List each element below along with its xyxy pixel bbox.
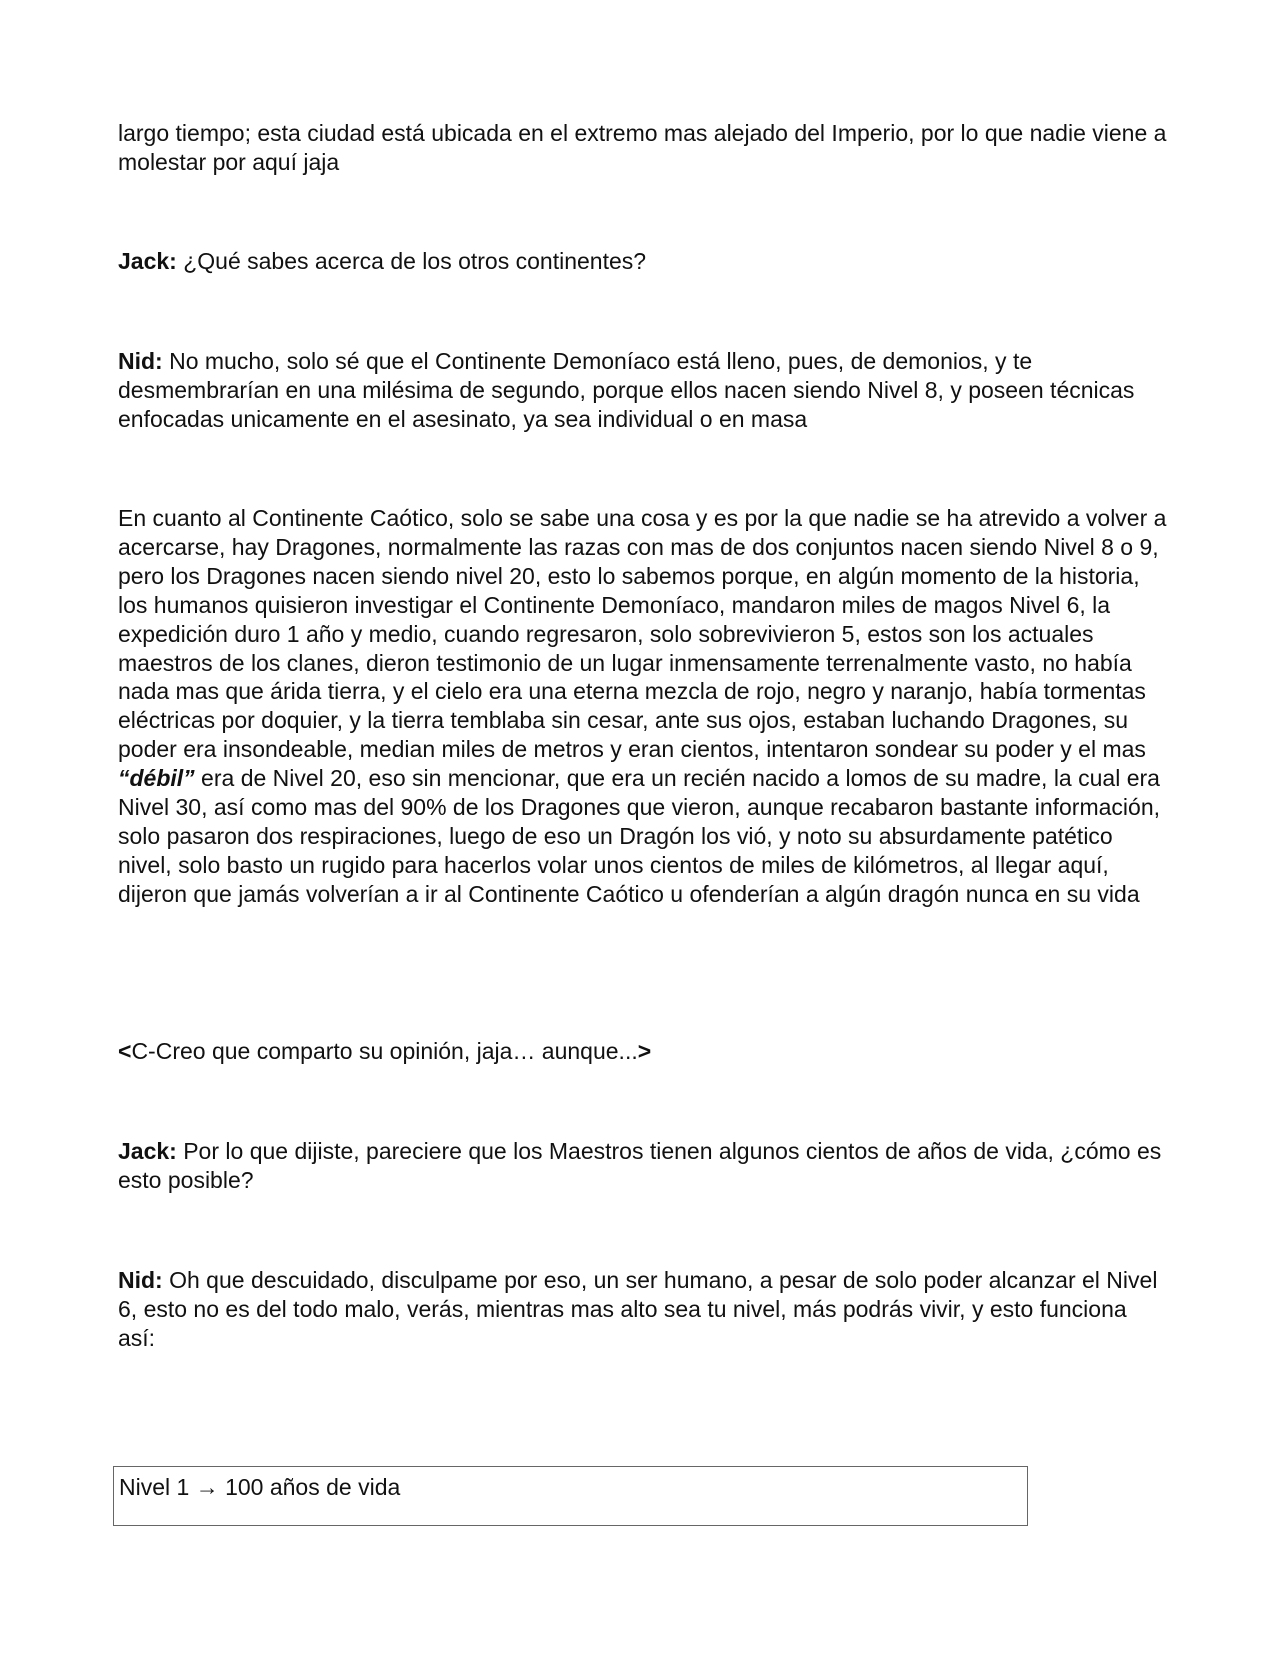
- thought-text: C-Creo que comparto su opinión, jaja… aunque...: [131, 1038, 638, 1064]
- level-table: [113, 1466, 1028, 1526]
- paragraph-jack-1: [118, 247, 1168, 276]
- paragraph-text-after: era de Nivel 20, eso sin mencionar, que era un recién nacido a lomos de su madre, la cual era Nivel 30, así como mas del 90% de los Dragones que vieron, aunque recabaron bastante información, solo pasaron dos respiraciones, luego de eso un Dragón los vió, y noto su absurdamente patético nivel, solo basto un rugido para hacerlos volar unos cientos de miles de kilómetros, al llegar aquí, dijeron que jamás volverían a ir al Continente Caótico u ofenderían a algún dragón nunca en su vida: [118, 765, 1160, 907]
- dialogue-text: No mucho, solo sé que el Continente Demoníaco está lleno, pues, de demonios, y te desmembrarían en una milésima de segundo, porque ellos nacen siendo Nivel 8, y poseen técnicas enfocadas unicamente en el asesinato, ya sea individual o en masa: [118, 348, 1135, 432]
- speaker-label: Jack:: [118, 1138, 177, 1164]
- dialogue-text: Oh que descuidado, disculpame por eso, un ser humano, a pesar de solo poder alcanzar el Nivel 6, esto no es del todo malo, verás, mientras mas alto sea tu nivel, más podrás vivir, y esto funciona así:: [118, 1267, 1158, 1351]
- table-cell-level-1: Nivel 1 → 100 años de vida: [119, 1474, 401, 1500]
- paragraph-narration-1: [118, 119, 1168, 177]
- speaker-label: Jack:: [118, 248, 177, 274]
- paragraph-jack-2: [118, 1137, 1168, 1195]
- paragraph-narration-2: [118, 504, 1168, 909]
- paragraph-thought: [118, 1037, 1168, 1066]
- paragraph-nid-2: [118, 1266, 1168, 1353]
- thought-open-bracket: <: [118, 1038, 132, 1064]
- dialogue-text: Por lo que dijiste, pareciere que los Maestros tienen algunos cientos de años de vida, ¿cómo es esto posible?: [118, 1138, 1162, 1193]
- speaker-label: Nid:: [118, 348, 163, 374]
- paragraph-nid-1: [118, 347, 1168, 434]
- paragraph-text-before: En cuanto al Continente Caótico, solo se sabe una cosa y es por la que nadie se ha atrevido a volver a acercarse, hay Dragones, normalmente las razas con mas de dos conjuntos nacen siendo Nivel 8 o 9, pero los Dragones nacen siendo nivel 20, esto lo sabemos porque, en algún momento de la historia, los humanos quisieron investigar el Continente Demoníaco, mandaron miles de magos Nivel 6, la expedición duro 1 año y medio, cuando regresaron, solo sobrevivieron 5, estos son los actuales maestros de los clanes, dieron testimonio de un lugar inmensamente terrenalmente vasto, no había nada mas que árida tierra, y el cielo era una eterna mezcla de rojo, negro y naranjo, había tormentas eléctricas por doquier, y la tierra temblaba sin cesar, ante sus ojos, estaban luchando Dragones, su poder era insondeable, median miles de metros y eran cientos, intentaron sondear su poder y el mas: [118, 505, 1167, 763]
- emphasis-text: “débil”: [118, 765, 195, 792]
- dialogue-text: ¿Qué sabes acerca de los otros continentes?: [176, 248, 647, 274]
- speaker-label: Nid:: [118, 1267, 163, 1293]
- paragraph-text: largo tiempo; esta ciudad está ubicada en el extremo mas alejado del Imperio, por lo que nadie viene a molestar por aquí jaja: [118, 120, 1167, 175]
- thought-close-bracket: >: [637, 1038, 652, 1064]
